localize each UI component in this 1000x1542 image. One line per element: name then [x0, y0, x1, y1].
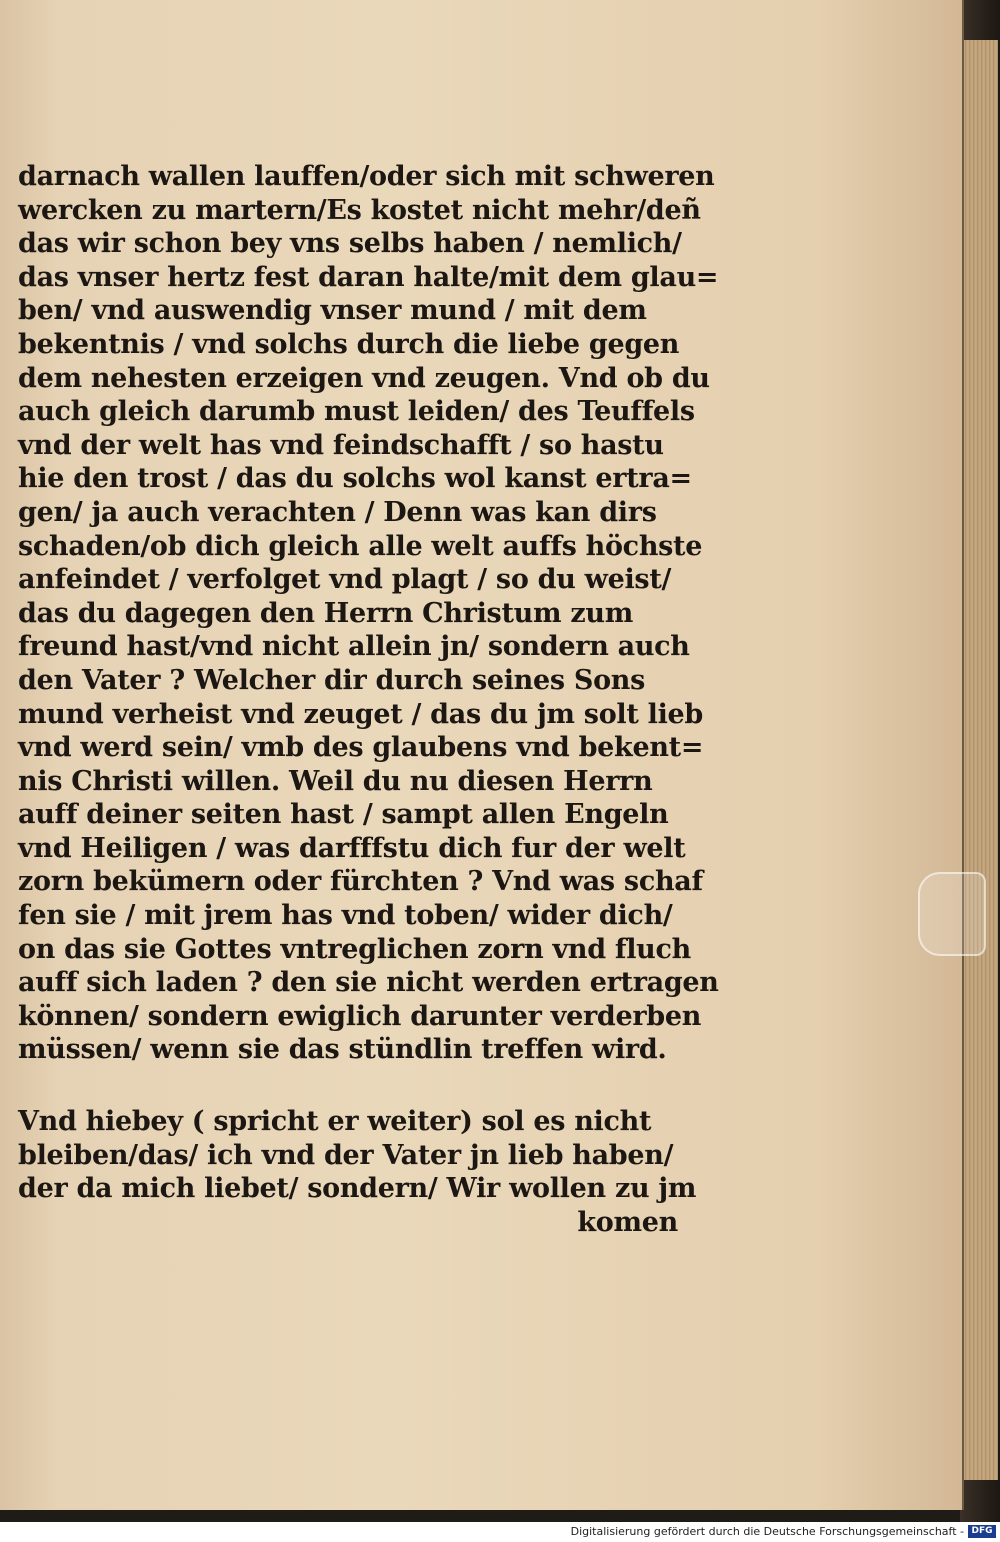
text-line: darnach wallen lauffen/oder sich mit schweren	[18, 161, 715, 192]
page-text	[18, 160, 719, 1239]
text-line: das vnser hertz fest daran halte/mit dem glau=	[18, 261, 719, 293]
text-line: das wir schon bey vns selbs haben / nemlich/	[18, 228, 682, 260]
text-line: das du dagegen den Herrn Christum zum	[18, 597, 633, 629]
text-line: bekentnis / vnd solchs durch die liebe gegen	[18, 328, 680, 360]
text-line: fen sie / mit jrem has vnd toben/ wider dich/	[18, 900, 673, 932]
dfg-logo: DFG	[968, 1525, 996, 1538]
text-line: den Vater ? Welcher dir durch seines Sons	[18, 664, 646, 696]
text-line: freund hast/vnd nicht allein jn/ sondern auch	[18, 631, 690, 663]
text-line: mund verheist vnd zeuget / das du jm solt lieb	[18, 698, 703, 730]
footer-bar	[0, 1522, 1000, 1542]
text-line: der da mich liebet/ sondern/ Wir wollen zu jm	[18, 1173, 697, 1205]
text-line: wercken zu martern/Es kostet nicht mehr/deñ	[18, 194, 701, 226]
text-line: bleiben/das/ ich vnd der Vater jn lieb haben/	[18, 1139, 674, 1171]
text-line: anfeindet / verfolget vnd plagt / so du weist/	[18, 564, 672, 596]
text-line: vnd der welt has vnd feindschafft / so hastu	[18, 429, 664, 461]
page-clip	[918, 872, 986, 956]
text-line: ben/ vnd auswendig vnser mund / mit dem	[18, 295, 647, 327]
text-line: Vnd hiebey ( spricht er weiter) sol es nicht	[18, 1106, 652, 1138]
text-line: gen/ ja auch verachten / Denn was kan dirs	[18, 496, 657, 528]
text-line: auff sich laden ? den sie nicht werden ertragen	[18, 967, 719, 999]
text-line: schaden/ob dich gleich alle welt auffs höchste	[18, 530, 703, 562]
text-line: vnd Heiligen / was darfffstu dich fur der welt	[18, 832, 686, 864]
text-line: auff deiner seiten hast / sampt allen Engeln	[18, 799, 669, 831]
text-line: dem nehesten erzeigen vnd zeugen. Vnd ob du	[18, 362, 710, 394]
text-line: zorn bekümern oder fürchten ? Vnd was schaf	[18, 866, 703, 898]
text-line: nis Christi willen. Weil du nu diesen Herrn	[18, 765, 653, 797]
text-line: on das sie Gottes vntreglichen zorn vnd fluch	[18, 933, 691, 965]
page-edges	[962, 40, 998, 1480]
text-line: vnd werd sein/ vmb des glaubens vnd bekent=	[18, 732, 704, 764]
text-line: müssen/ wenn sie das stündlin treffen wird.	[18, 1034, 667, 1066]
text-line: hie den trost / das du solchs wol kanst ertra=	[18, 463, 692, 495]
catchword: komen	[577, 1206, 678, 1238]
text-line: auch gleich darumb must leiden/ des Teuffels	[18, 396, 695, 428]
funding-credit: Digitalisierung gefördert durch die Deutsche Forschungsgemeinschaft -	[570, 1525, 964, 1538]
paragraph-gap	[18, 1067, 678, 1105]
text-line: können/ sondern ewiglich darunter verderben	[18, 1000, 702, 1032]
